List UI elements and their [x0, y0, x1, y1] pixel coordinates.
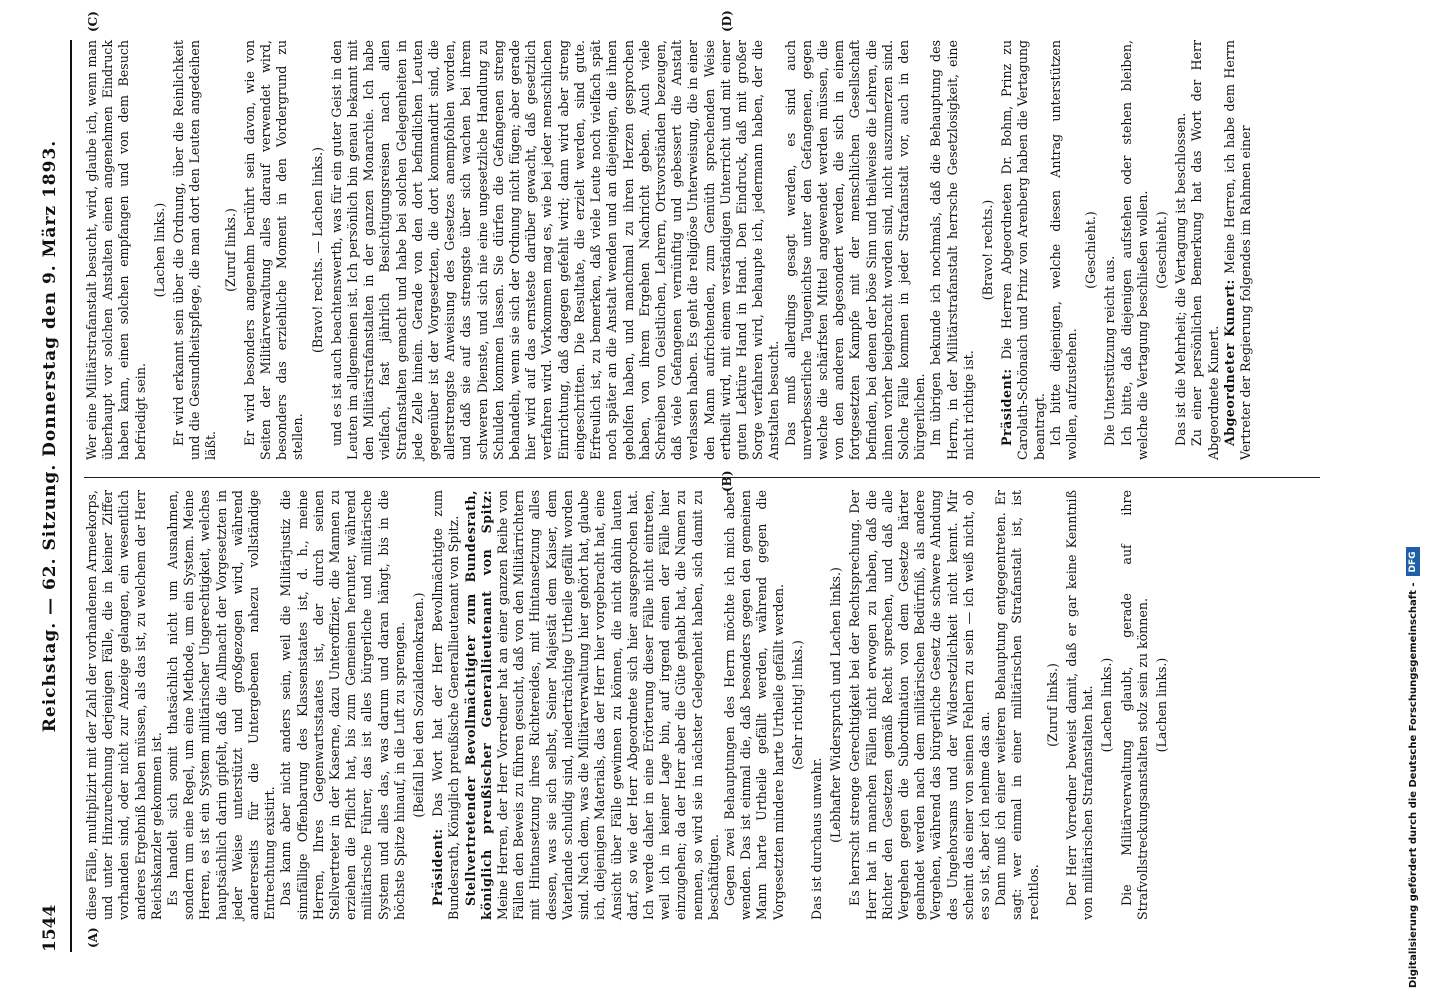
body-paragraph: Das ist durchaus unwahr.	[808, 757, 824, 920]
body-paragraph: Der Herr Vorredner beweist damit, daß er gar keine Kenntniß von militärischen Strafanstalten hat.	[1063, 490, 1096, 920]
speech-paragraph	[463, 490, 722, 920]
stage-direction: (Sehr richtig! links.)	[789, 640, 805, 770]
stage-direction: (Lachen links.)	[1154, 657, 1169, 753]
column-divider	[84, 477, 1320, 478]
header-rule	[70, 40, 72, 952]
speaker-name: Stellvertretender Bevollmächtigter zum Bundesrath, königlich preußischer Generallieutenant von Spitz:	[462, 490, 494, 920]
body-paragraph: Es herrscht strenge Gerechtigkeit bei der Rechtsprechung. Der Herr hat in manchen Fällen nicht erwogen zu haben, daß die Richter den Gesetzen gemäß Recht sprechen, und daß alle Vergehen gegen die Subordination von dem Gesetze härter geahndet werden nach dem militärischen Bedürfniß, als andere Vergehen, während das bürgerliche Gesetz die schwere Ahndung des Ungehorsams und der Widersetzlichkeit nicht kennt. Mir scheint das einer von seinen Fehlern zu sein — ich weiß nicht, ob es so ist, aber ich nehme das an.	[847, 490, 992, 920]
stage-direction: (Geschieht.)	[1083, 211, 1099, 289]
speech-text: Das Wort hat der Herr Bevollmächtigte zum Bundesrath, Königlich preußische Generallieutenant von Spitz.	[430, 490, 462, 920]
left-column	[84, 490, 1173, 920]
speech-paragraph	[999, 40, 1048, 460]
speech-text: Meine Herren, der Herr Vorredner hat an einer ganzen Reihe von Fällen den Beweis zu führen gesucht, daß von den Militärrichtern mit Hintansetzung ihres Richtereides, mit Hintansetzung alles dessen, was sie sich selbst, Seiner Majestät dem Kaiser, dem Vaterlande schuldig sind, niederträchtige Urtheile gefällt worden sind. Nach dem, was die Militärverwaltung hier gehört hat, glaube ich, diejenigen Materials, das der Herr hier vorgebracht hat, eine Ansicht über Fälle gewinnen zu können, die nicht dahin lauten darf, so wie der Herr Abgeordnete sich hier ausgesprochen hat. Ich werde daher in eine Erörterung dieser Fälle nicht eintreten, weil ich in keiner Lage bin, auf irgend einen der Fälle hier einzugehen; da der Herr aber die Güte gehabt hat, die Namen zu nennen, so wird sie in nächster Gelegenheit haben, sich damit zu beschäftigen.	[495, 490, 721, 920]
stage-direction: (Lachen links.)	[1099, 657, 1115, 753]
body-paragraph: Es handelt sich somit thatsächlich nicht um Ausnahmen, sondern um eine Regel, um eine Methode, um ein System. Meine Herren, es ist ein System militärischer Ungerechtigkeit, welches hauptsächlich darin gipfelt, daß die Allmacht der Vorgesetzten in jeder Weise unterstützt und großgezogen wird, während andererseits für die Untergebenen nahezu vollständige Entrechtung existirt.	[165, 490, 278, 920]
stage-direction: (Beifall bei den Sozialdemokraten.)	[411, 592, 427, 818]
body-paragraph: Dann muß ich einer weiteren Behauptung entgegentreten. Er sagt: wer einmal in einer militärischen Strafanstalt ist, ist rechtlos.	[993, 490, 1041, 920]
body-paragraph: Er wird erkannt sein über die Ordnung, über die Reinlichkeit und die Gesundheitspflege, die man dort den Leuten angedeihen läßt.	[171, 40, 219, 460]
body-paragraph: Ich bitte, daß diejenigen aufstehen oder stehen bleiben, welche die Vertagung beschließen wollen.	[1118, 40, 1150, 460]
body-paragraph: und es ist auch beachtenswerth, was für ein guter Geist in den Leuten im allgemeinen ist. Ich persönlich bin genau bekannt mit den Militärstrafanstalten in der ganzen Monarchie. Ich habe vielfach, fast jährlich Besichtigungsreisen nach allen Strafanstalten gemacht und habe bei solchen Gelegenheiten in jede Zelle hinein. Gerade von den dort befindlichen Leuten gegenüber ist der Vorgesetzten, die dort kommandirt sind, die allerstrengste Anweisung des Gesetzes anempfohlen worden, und daß sie auf das strengste über sich wachen bei ihrem schweren Dienste, und sich nie eine ungesetzliche Handlung zu Schulden kommen lassen. Sie dürfen die Gefangenen streng behandeln, wenn sie sich der Ordnung nicht fügen; aber gerade hier wird auf das ernsteste darüber gewacht, daß gesetzlich verfahren wird. Vorkommen mag es, wie bei jeder menschlichen Einrichtung, daß dagegen gefehlt wird; dann wird aber streng eingeschritten. Die Resultate, die erzielt werden, sind gute. Erfreulich ist, zu bemerken, daß viele Leute noch vielfach spät noch später an die Anstalt wenden und an diejenigen, die ihnen geholfen haben, und manchmal zu ihren Herzen gesprochen haben, von ihrem Ergehen Nachricht geben. Auch viele Schreiben von Geistlichen, Lehrern, Ortsvorständen bezeugen, daß viele Gefangenen vernünftig und gebessert die Anstalt verlassen haben. Es geht die religiöse Unterweisung, die in einer den Mann aufrichtenden, zum Gemüth sprechenden Weise ertheilt wird, mit einem verständigen Unterricht und mit einer guten Lektüre Hand in Hand. Den Eindruck, daß mit großer Sorge verfahren wird, behaupte ich, jedermann haben, der die Anstalten besucht.	[328, 40, 782, 460]
body-paragraph: Die Unterstützung reicht aus.	[1102, 255, 1118, 446]
body-paragraph: Gegen zwei Behauptungen des Herrn möchte ich mich aber wenden. Das ist einmal die, daß besonders gegen den gemeinen Mann harte Urtheile gefällt werden, während gegen die Vorgesetzten mindere harte Urtheile gefällt werden.	[721, 490, 786, 920]
margin-marker-c: (C)	[86, 11, 100, 32]
speech-paragraph	[430, 490, 462, 920]
digitization-credit	[1400, 0, 1426, 1000]
speech-text: Meine Herren, ich habe dem Herrn Vertreter der Regierung folgendes im Rahmen einer	[1221, 40, 1254, 460]
body-paragraph: Zu einer persönlichen Bemerkung hat das Wort der Herr Abgeordnete Kunert.	[1189, 40, 1221, 460]
stage-direction: (Zuruf links.)	[222, 208, 238, 292]
speaker-name: Präsident:	[430, 828, 446, 906]
body-paragraph: Im übrigen bekunde ich nochmals, daß die Behauptung des Herrn, in der Militärstrafanstalt herrsche Gesetzlosigkeit, eine nicht richtige ist.	[928, 40, 976, 460]
stage-direction: (Zuruf links.)	[1044, 663, 1060, 747]
stage-direction: (Lebhafter Widerspruch und Lachen links.)	[828, 567, 844, 843]
stage-direction: (Bravo! rechts.)	[979, 199, 995, 301]
margin-marker-a: (A)	[86, 927, 100, 948]
margin-marker-d: (D)	[720, 10, 734, 32]
page-title: Reichstag. — 62. Sitzung. Donnerstag den 9. März 1893.	[40, 139, 60, 733]
page-header	[40, 40, 64, 952]
body-paragraph: Wer eine Militärstrafanstalt besucht, wird, glaube ich, wenn man überhaupt vor solchen Anstalten einen angenehmen Eindruck haben kann, einen solchen empfangen und von dem Besuch befriedigt sein.	[84, 40, 148, 460]
body-paragraph: Die Militärverwaltung glaubt, gerade auf ihre Strafvollstreckungsanstalten stolz sein zu können.	[1118, 490, 1150, 920]
margin-marker-b: (B)	[720, 470, 734, 492]
stage-direction: (Geschieht.)	[1154, 211, 1169, 289]
speaker-name: Abgeordneter Kunert:	[1221, 279, 1237, 446]
credit-text: Digitalisierung gefördert durch die Deutsche Forschungsgemeinschaft -	[1407, 582, 1419, 988]
right-column	[84, 40, 1254, 460]
body-paragraph: diese Fälle, multiplizirt mit der Zahl der vorhandenen Armeekorps, und unter Hinzurechnung derjenigen Fälle, die in keiner Ziffer vorhanden sind, oder nicht zur Anzeige gelangen, ein wesentlich anderes Ergebniß haben müssen, als das ist, zu welchem der Herr Reichskanzler gekommen ist.	[84, 490, 164, 920]
stage-direction: (Bravo! rechts. — Lachen links.)	[309, 147, 325, 354]
dfg-logo: DFG	[1406, 547, 1420, 576]
body-paragraph: Er wird besonders angenehm berührt sein davon, wie von Seiten der Militärverwaltung alles darauf verwendet wird, besonders das erziehliche Moment in den Vordergrund zu stellen.	[241, 40, 306, 460]
stage-direction: (Lachen links.)	[151, 202, 167, 298]
speaker-name: Präsident:	[999, 368, 1015, 446]
page-number: 1544	[40, 904, 60, 952]
body-paragraph: Das ist die Mehrheit; die Vertagung ist beschlossen.	[1173, 112, 1189, 446]
speech-text: Die Herren Abgeordneten Dr. Bohm, Prinz zu Carolath-Schönaich und Prinz von Arenberg haben die Vertagung beantragt.	[999, 40, 1047, 460]
speech-paragraph	[1222, 40, 1254, 460]
body-paragraph: Ich bitte diejenigen, welche diesen Antrag unterstützen wollen, aufzustehen.	[1047, 40, 1079, 460]
body-paragraph: Das muß allerdings gesagt werden, es sind auch unverbesserliche Taugenichtse unter den Gefangenen, gegen welche die schärfsten Mittel angewendet werden müssen, die von den anderen abgesondert werden, die sich in einem fortgesetzten Kampfe mit der menschlichen Gesellschaft befinden, bei denen der böse Sinn und theilweise die Lehren, die ihnen vorher beigebracht worden sind, nicht auszumerzen sind. Solche Fälle kommen in jeder Strafanstalt vor, auch in den bürgerlichen.	[782, 40, 928, 460]
body-paragraph: Das kann aber nicht anders sein, weil die Militärjustiz die sinnfällige Offenbarung des Klassenstaates ist, d. h., meine Herren, Ihres Gegenwartsstaates ist, der durch seinen Stellvertreter in der Kaserne, dazu Unteroffizier, die Mannen zu erziehen die Pflicht hat, bis zum Gemeinen herunter, während militärische Führer, das ist alles bürgerliche und militärische System und alles das, was darum und daran hängt, bis in die höchste Spitze hinauf, in die Luft zu sprengen.	[278, 490, 407, 920]
